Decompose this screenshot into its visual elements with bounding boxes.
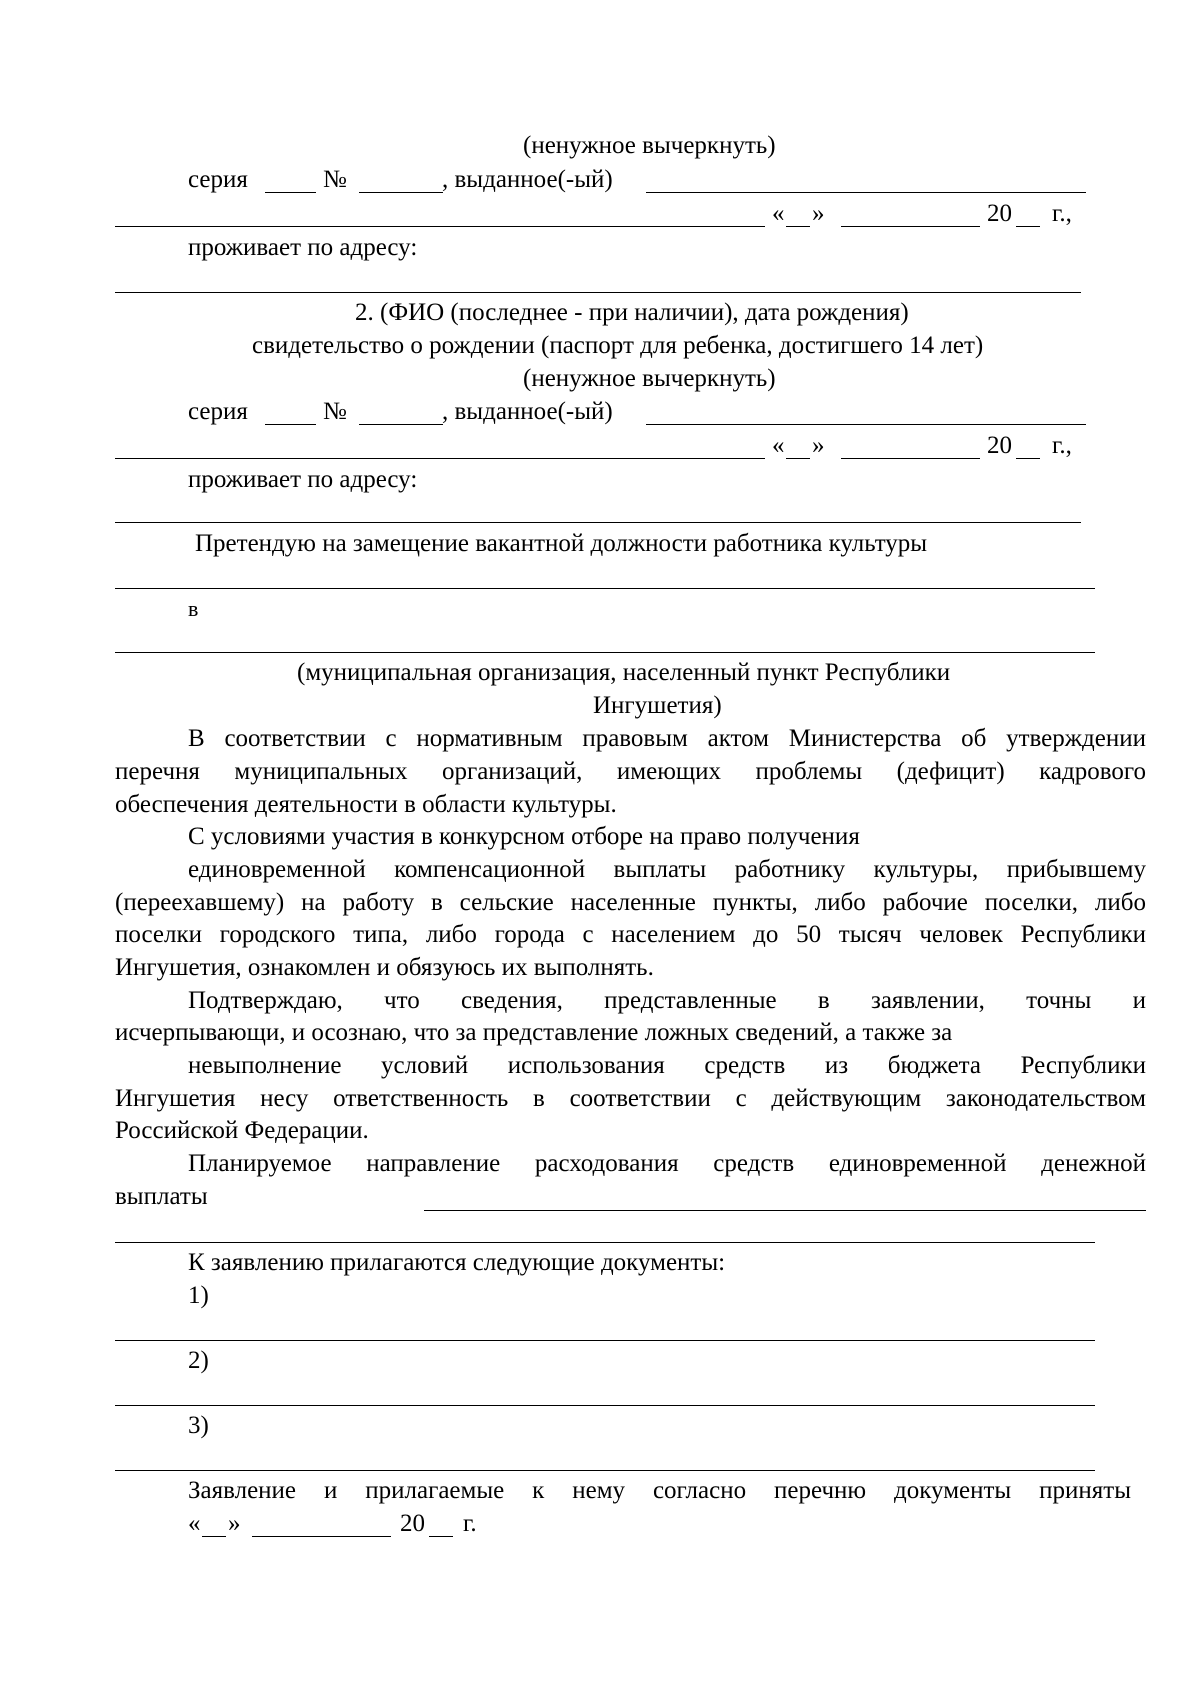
address-label-1: проживает по адресу: [188, 234, 418, 261]
date-open-2: « [772, 432, 785, 459]
acceptance-year-field[interactable] [429, 1536, 453, 1537]
attachments-intro: К заявлению прилагаются следующие документы: [188, 1249, 726, 1276]
year-field-1[interactable] [1016, 226, 1040, 227]
spending-direction-field-cont[interactable] [115, 1242, 1095, 1243]
number-label-2: № [323, 398, 347, 425]
year-field-2[interactable] [1016, 458, 1040, 459]
org-hint-line1: (муниципальная организация, населенный пункт Республики [297, 659, 951, 686]
month-field-1[interactable] [841, 226, 980, 227]
strike-note-2: (ненужное вычеркнуть) [523, 365, 776, 392]
paragraph-2-line-2: единовременной компенсационной выплаты работнику культуры, прибывшему [188, 856, 1146, 883]
attachment-item-1-label: 1) [188, 1282, 209, 1309]
paragraph-1-line-1: В соответствии с нормативным правовым актом Министерства об утверждении [188, 725, 1146, 752]
number-label-1: № [323, 166, 347, 193]
paragraph-1-line-3: обеспечения деятельности в области культуры. [115, 791, 617, 818]
serie-label-1: серия [188, 166, 248, 193]
attachment-item-3-field[interactable] [115, 1470, 1095, 1471]
year-prefix-2: 20 [987, 432, 1012, 459]
acceptance-line: Заявление и прилагаемые к нему согласно перечню документы приняты [188, 1477, 1131, 1504]
acceptance-date-close: » [228, 1510, 241, 1537]
organization-field[interactable] [115, 652, 1095, 653]
paragraph-2-line-3: (переехавшему) на работу в сельские населенные пункты, либо рабочие поселки, либо [115, 889, 1146, 916]
address-field-2[interactable] [115, 522, 1081, 523]
issued-by-field-1[interactable] [646, 192, 1086, 193]
acceptance-year-prefix: 20 [400, 1510, 425, 1537]
paragraph-4-line-1: Планируемое направление расходования средств единовременной денежной [188, 1150, 1146, 1177]
paragraph-2-line-1: С условиями участия в конкурсном отборе на право получения [188, 823, 860, 850]
serie-field-2[interactable] [265, 424, 316, 425]
position-field[interactable] [115, 588, 1095, 589]
paragraph-3-line-4: Ингушетия несу ответственность в соответствии с действующим законодательством [115, 1085, 1146, 1112]
address-label-2: проживает по адресу: [188, 466, 418, 493]
serie-field-1[interactable] [265, 192, 316, 193]
date-open-1: « [772, 200, 785, 227]
day-field-2[interactable] [786, 458, 810, 459]
number-field-1[interactable] [359, 192, 443, 193]
paragraph-3-line-3: невыполнение условий использования средств из бюджета Республики [188, 1052, 1146, 1079]
date-close-2: » [812, 432, 825, 459]
issued-label-2: , выданное(-ый) [442, 398, 613, 425]
year-suffix-2: г., [1052, 432, 1072, 459]
attachment-item-3-label: 3) [188, 1412, 209, 1439]
issued-label-1: , выданное(-ый) [442, 166, 613, 193]
paragraph-1-line-2: перечня муниципальных организаций, имеющих проблемы (дефицит) кадрового [115, 758, 1146, 785]
paragraph-3-line-5: Российской Федерации. [115, 1117, 369, 1144]
issued-by-field-2[interactable] [646, 424, 1086, 425]
paragraph-4-line-2: выплаты [115, 1183, 208, 1210]
org-hint-line2: Ингушетия) [593, 692, 722, 719]
in-label: в [188, 596, 199, 621]
acceptance-date-open: « [188, 1510, 201, 1537]
year-suffix-1: г., [1052, 200, 1072, 227]
attachment-item-2-label: 2) [188, 1347, 209, 1374]
address-field-1[interactable] [115, 292, 1081, 293]
person2-title: 2. (ФИО (последнее - при наличии), дата рождения) [355, 299, 909, 326]
issued-by-field-2-cont[interactable] [115, 458, 765, 459]
acceptance-year-suffix: г. [463, 1510, 477, 1537]
attachment-item-2-field[interactable] [115, 1405, 1095, 1406]
acceptance-month-field[interactable] [252, 1536, 391, 1537]
acceptance-day-field[interactable] [202, 1536, 226, 1537]
number-field-2[interactable] [359, 424, 443, 425]
attachment-item-1-field[interactable] [115, 1340, 1095, 1341]
paragraph-2-line-5: Ингушетия, ознакомлен и обязуюсь их выполнять. [115, 954, 654, 981]
spending-direction-field[interactable] [424, 1210, 1146, 1211]
person2-birth-doc: свидетельство о рождении (паспорт для ребенка, достигшего 14 лет) [252, 332, 984, 359]
month-field-2[interactable] [841, 458, 980, 459]
year-prefix-1: 20 [987, 200, 1012, 227]
paragraph-3-line-1: Подтверждаю, что сведения, представленные в заявлении, точны и [188, 987, 1146, 1014]
issued-by-field-1-cont[interactable] [115, 226, 765, 227]
strike-note-1: (ненужное вычеркнуть) [523, 132, 776, 159]
day-field-1[interactable] [786, 226, 810, 227]
paragraph-3-line-2: исчерпывающи, и осознаю, что за представление ложных сведений, а также за [115, 1019, 953, 1046]
paragraph-2-line-4: поселки городского типа, либо города с населением до 50 тысяч человек Республики [115, 921, 1146, 948]
date-close-1: » [812, 200, 825, 227]
position-claim: Претендую на замещение вакантной должности работника культуры [195, 530, 928, 557]
serie-label-2: серия [188, 398, 248, 425]
